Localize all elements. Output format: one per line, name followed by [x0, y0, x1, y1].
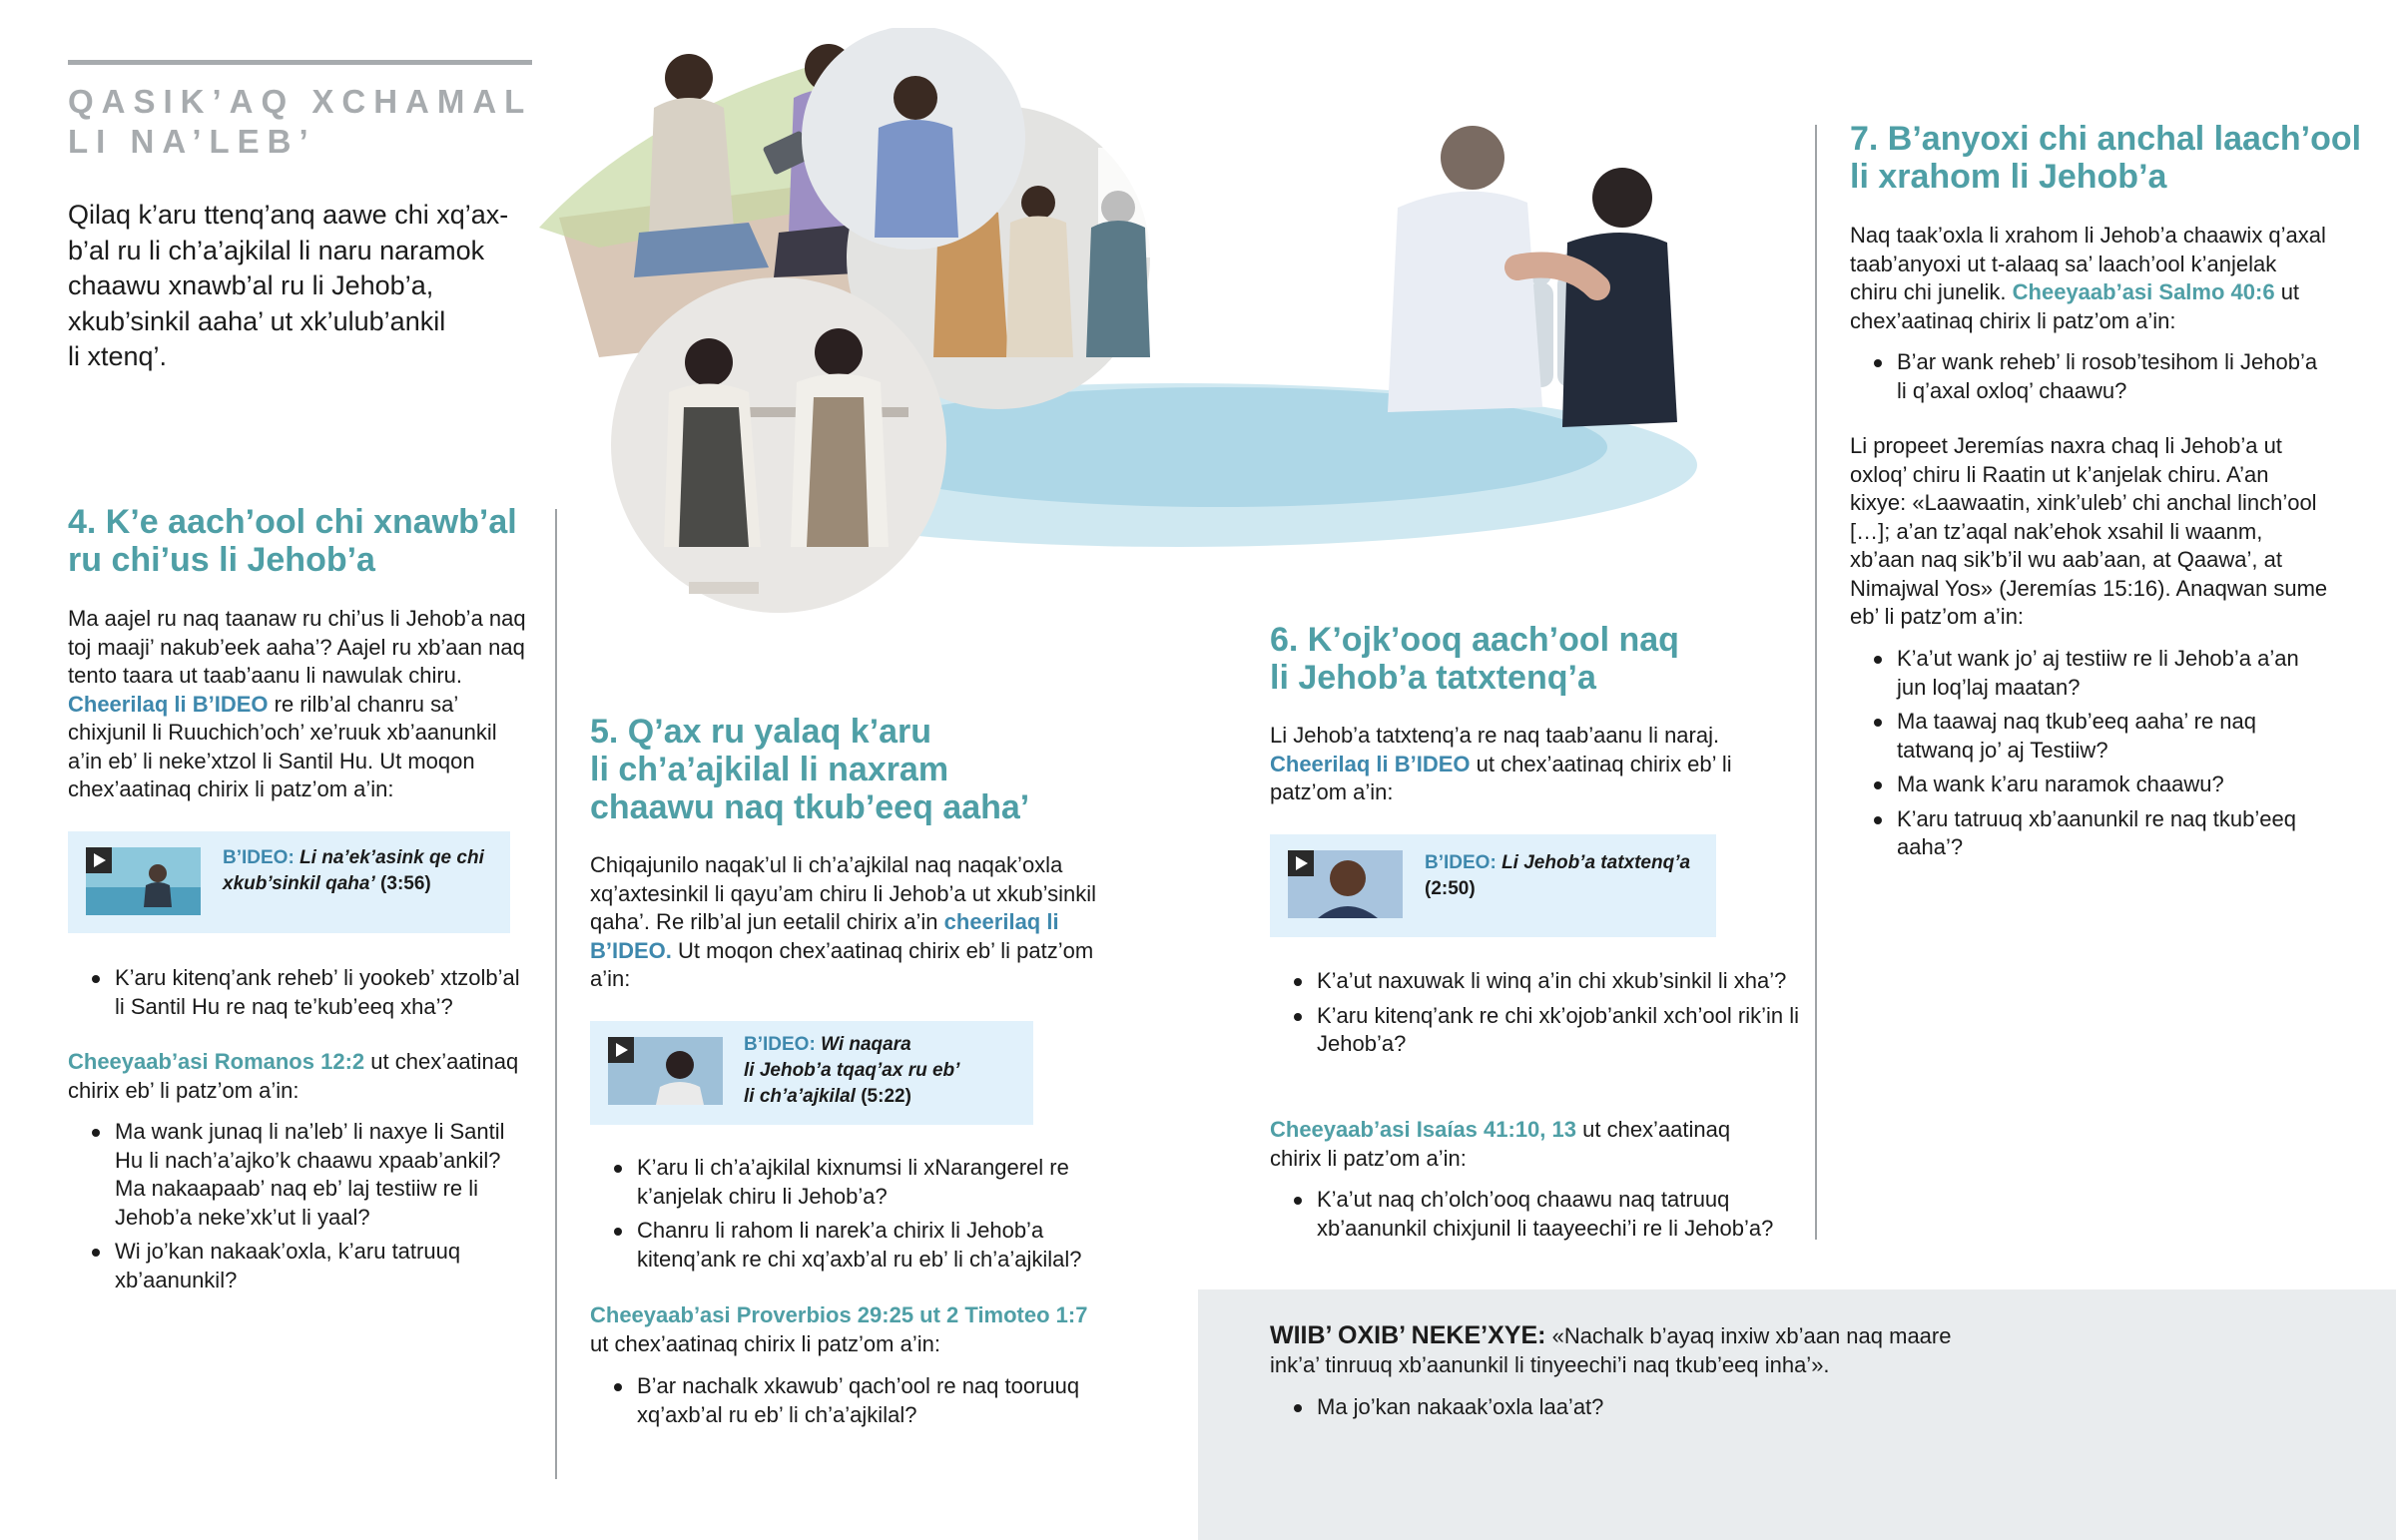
section4-questions-2 [68, 1118, 527, 1300]
section5-video-caption [744, 1032, 959, 1110]
section4-paragraph [68, 605, 527, 804]
list-item: B’ar wank reheb’ li rosob’tesihom li Jehob’a li q’axal oxloq’ chaawu? [1850, 348, 2329, 405]
quote-line2: ink’a’ tinruuq xb’aanunkil li tinyeechi’i naq tkub’eeq inha’». [1270, 1351, 1830, 1377]
section6-questions-2 [1270, 1186, 1809, 1249]
section6-ref-text: ut chex’aatinaq chirix li patz’om a’in: [1270, 1117, 1731, 1171]
section5-questions-1 [590, 1154, 1109, 1280]
list-item: Ma wank k’aru naramok chaawu? [1850, 770, 2329, 799]
some-people-say-text [1270, 1321, 2268, 1379]
page-title-line2: LI NA’LEB’ [68, 123, 316, 160]
section7-questions-1 [1850, 348, 2329, 411]
intro-text [68, 198, 557, 375]
section5-questions-2 [590, 1372, 1109, 1435]
section7-heading-line1: 7. B’anyoxi chi anchal laach’ool [1850, 120, 2362, 158]
list-item: Ma wank junaq li na’leb’ li naxye li Santil Hu li nach’a’ajko’k chaawu xpaab’ankil? Ma nakaapaab’ naq eb’ laj testiiw re li Jehob’a neke’xk’ut li yaal? [68, 1118, 527, 1232]
section5-heading-line3: chaawu naq tkub’eeq aaha’ [590, 788, 1030, 826]
section5-scripture-link[interactable]: Cheeyaab’asi Proverbios 29:25 ut 2 Timoteo 1:7 [590, 1302, 1088, 1327]
section5-video-link[interactable]: cheerilaq li B’IDEO. [590, 909, 1059, 963]
video-duration: (3:56) [380, 873, 431, 894]
page-title [68, 82, 547, 162]
section6-video-link[interactable]: Cheerilaq li B’IDEO [1270, 751, 1471, 776]
video-title: xkub’sinkil qaha’ [223, 873, 375, 894]
scene-baptism [1388, 126, 1677, 427]
section7-heading-line2: li xrahom li Jehob’a [1850, 158, 2167, 196]
section5-heading-line2: li ch’a’ajkilal li naxram [590, 751, 949, 788]
video-title: li Jehob’a tqaq’ax ru eb’ [744, 1060, 960, 1081]
page-title-line1: QASIK’AQ XCHAMAL [68, 83, 533, 120]
video-duration: (5:22) [861, 1086, 911, 1107]
header-rule [68, 60, 532, 65]
section4-ref-text: ut chex’aatinaq chirix eb’ li patz’om a’in: [68, 1049, 519, 1103]
video-title: Wi naqara [821, 1034, 911, 1055]
column-divider [555, 509, 557, 1479]
video-label: B’IDEO: [223, 847, 295, 868]
play-icon[interactable] [608, 1037, 634, 1063]
section7-text-after: ut chex’aatinaq chirix li patz’om a’in: [1850, 279, 2300, 333]
illustration-collage [539, 28, 1777, 627]
section7-text: Naq taak’oxla li xrahom li Jehob’a chaawix q’axal taab’anyoxi ut t-alaaq sa’ laach’ool k’anjelak chiru chi junelik. [1850, 223, 2326, 304]
intro-line: b’al ru li ch’a’ajkilal li naru naramok [68, 235, 485, 265]
section4-reference [68, 1048, 527, 1105]
section6-heading [1270, 621, 1769, 697]
quote-line1: «Nachalk b’ayaq inxiw xb’aan naq maare [1551, 1323, 1952, 1348]
list-item: K’a’ut wank jo’ aj testiiw re li Jehob’a a’an jun loq’laj maatan? [1850, 645, 2329, 702]
section6-text: Li Jehob’a tatxtenq’a re naq taab’aanu li naraj. [1270, 723, 1720, 748]
play-icon[interactable] [1288, 850, 1314, 876]
intro-line: chaawu xnawb’al ru li Jehob’a, [68, 270, 434, 300]
section5-reference [590, 1301, 1109, 1358]
list-item: B’ar nachalk xkawub’ qach’ool re naq tooruuq xq’axb’al ru eb’ li ch’a’ajkilal? [590, 1372, 1109, 1429]
section4-video-link[interactable]: Cheerilaq li B’IDEO [68, 691, 269, 717]
section6-heading-line1: 6. K’ojk’ooq aach’ool naq [1270, 621, 1679, 659]
video-title: Li na’ek’asink qe chi [300, 847, 484, 868]
list-item: K’aru tatruuq xb’aanunkil re naq tkub’eeq aaha’? [1850, 805, 2329, 862]
video-title: li ch’a’ajkilal [744, 1086, 856, 1107]
section4-questions-1 [68, 964, 527, 1027]
section6-video-thumbnail[interactable] [1288, 850, 1403, 918]
video-title: Li Jehob’a tatxtenq’a [1501, 852, 1691, 873]
section6-reference [1270, 1116, 1769, 1173]
scene-praying-circle [802, 28, 1025, 250]
section4-scripture-link[interactable]: Cheeyaab’asi Romanos 12:2 [68, 1049, 365, 1074]
section5-heading [590, 713, 1089, 826]
section6-paragraph [1270, 722, 1769, 807]
play-icon[interactable] [86, 847, 112, 873]
column-divider [1815, 125, 1817, 1240]
intro-line: Qilaq k’aru ttenq’anq aawe chi xq’ax- [68, 200, 509, 230]
some-people-say-box [1198, 1289, 2396, 1540]
section4-video-caption [223, 845, 484, 897]
list-item: K’aru kitenq’ank re chi xk’ojob’ankil xch’ool rik’in li Jehob’a? [1270, 1002, 1809, 1059]
section7-questions-2 [1850, 645, 2329, 868]
section7-scripture-link[interactable]: Cheeyaab’asi Salmo 40:6 [2012, 279, 2275, 304]
section7-paragraph-2: Li propeet Jeremías naxra chaq li Jehob’a ut oxloq’ chiru li Raatin ut k’anjelak chiru. A’an kixye: «Laawaatin, xink’uleb’ chi anchal linch’ool […]; a’an tz’aqal nak’ehok xsahil li waanm, xb’aan naq sik’b’il wu aab’aan, at Qaawa’, at Nimajwal Yos» (Jeremías 15:16). Anaqwan sume eb’ li patz’om a’in: [1850, 433, 2328, 629]
section4-heading [68, 503, 557, 579]
section5-video-thumbnail[interactable] [608, 1037, 723, 1105]
list-item: Wi jo’kan nakaak’oxla, k’aru tatruuq xb’aanunkil? [68, 1238, 527, 1294]
section4-heading-line1: 4. K’e aach’ool chi xnawb’al [68, 503, 517, 541]
scene-workplace-circle [611, 277, 946, 613]
section5-text: Chiqajunilo naqak’ul li ch’a’ajkilal naq naqak’oxla xq’axtesinkil li qayu’am chiru li Jehob’a ut xkub’sinkil qaha’. Re rilb’al jun eetalil chirix a’in [590, 852, 1097, 934]
section6-video-box[interactable] [1270, 834, 1716, 937]
section4-video-box[interactable] [68, 831, 510, 933]
video-label: B’IDEO: [1425, 852, 1497, 873]
section5-text-after: Ut moqon chex’aatinaq chirix eb’ li patz’om a’in: [590, 937, 1094, 991]
video-duration: (2:50) [1425, 878, 1476, 899]
section6-text-after: ut chex’aatinaq chirix eb’ li patz’om a’in: [1270, 751, 1732, 804]
section4-video-thumbnail[interactable] [86, 847, 201, 915]
list-item: Chanru li rahom li narek’a chirix li Jehob’a kitenq’ank re chi xq’axb’al ru eb’ li ch’a’ajkilal? [590, 1217, 1109, 1274]
section4-text-after: re rilb’al chanru sa’ chixjunil li Ruuchich’och’ xe’ruuk xb’aanunkil a’in eb’ li neke’xtzol li Santil Hu. Ut moqon chex’aatinaq chirix li patz’om a’in: [68, 691, 497, 801]
list-item: Ma taawaj naq tkub’eeq aaha’ re naq tatwanq jo’ aj Testiiw? [1850, 708, 2329, 765]
section5-paragraph [590, 851, 1116, 994]
video-label: B’IDEO: [744, 1034, 816, 1055]
list-item: Ma jo’kan nakaak’oxla laa’at? [1270, 1393, 2168, 1422]
section7-paragraph-1 [1850, 222, 2329, 335]
section6-heading-line2: li Jehob’a tatxtenq’a [1270, 659, 1596, 697]
list-item: K’a’ut naq ch’olch’ooq chaawu naq tatruuq xb’aanunkil chixjunil li taayeechi’i re li Jehob’a? [1270, 1186, 1809, 1243]
list-item: K’a’ut naxuwak li winq a’in chi xkub’sinkil li xha’? [1270, 967, 1809, 996]
list-item: K’aru li ch’a’ajkilal kixnumsi li xNarangerel re k’anjelak chiru li Jehob’a? [590, 1154, 1109, 1211]
section6-scripture-link[interactable]: Cheeyaab’asi Isaías 41:10, 13 [1270, 1117, 1576, 1142]
section5-video-box[interactable] [590, 1021, 1033, 1125]
section7-heading [1850, 120, 2369, 196]
section5-ref-text: ut chex’aatinaq chirix li patz’om a’in: [590, 1330, 940, 1356]
section6-questions-1 [1270, 967, 1809, 1065]
section6-video-caption [1425, 850, 1690, 902]
intro-line: li xtenq’. [68, 341, 168, 371]
some-people-say-label: WIIB’ OXIB’ NEKE’XYE: [1270, 1321, 1546, 1349]
intro-line: xkub’sinkil aaha’ ut xk’ulub’ankil [68, 305, 446, 336]
section4-text: Ma aajel ru naq taanaw ru chi’us li Jehob’a naq toj maaji’ nakub’eek aaha’? Aajel ru xb’aan naq tento taara ut taab’aanu li nawulak chiru. [68, 606, 526, 688]
list-item: K’aru kitenq’ank reheb’ li yookeb’ xtzolb’al li Santil Hu re naq te’kub’eeq xha’? [68, 964, 527, 1021]
section4-heading-line2: ru chi’us li Jehob’a [68, 541, 375, 579]
some-people-say-question [1270, 1393, 2168, 1428]
section5-heading-line1: 5. Q’ax ru yalaq k’aru [590, 713, 932, 751]
